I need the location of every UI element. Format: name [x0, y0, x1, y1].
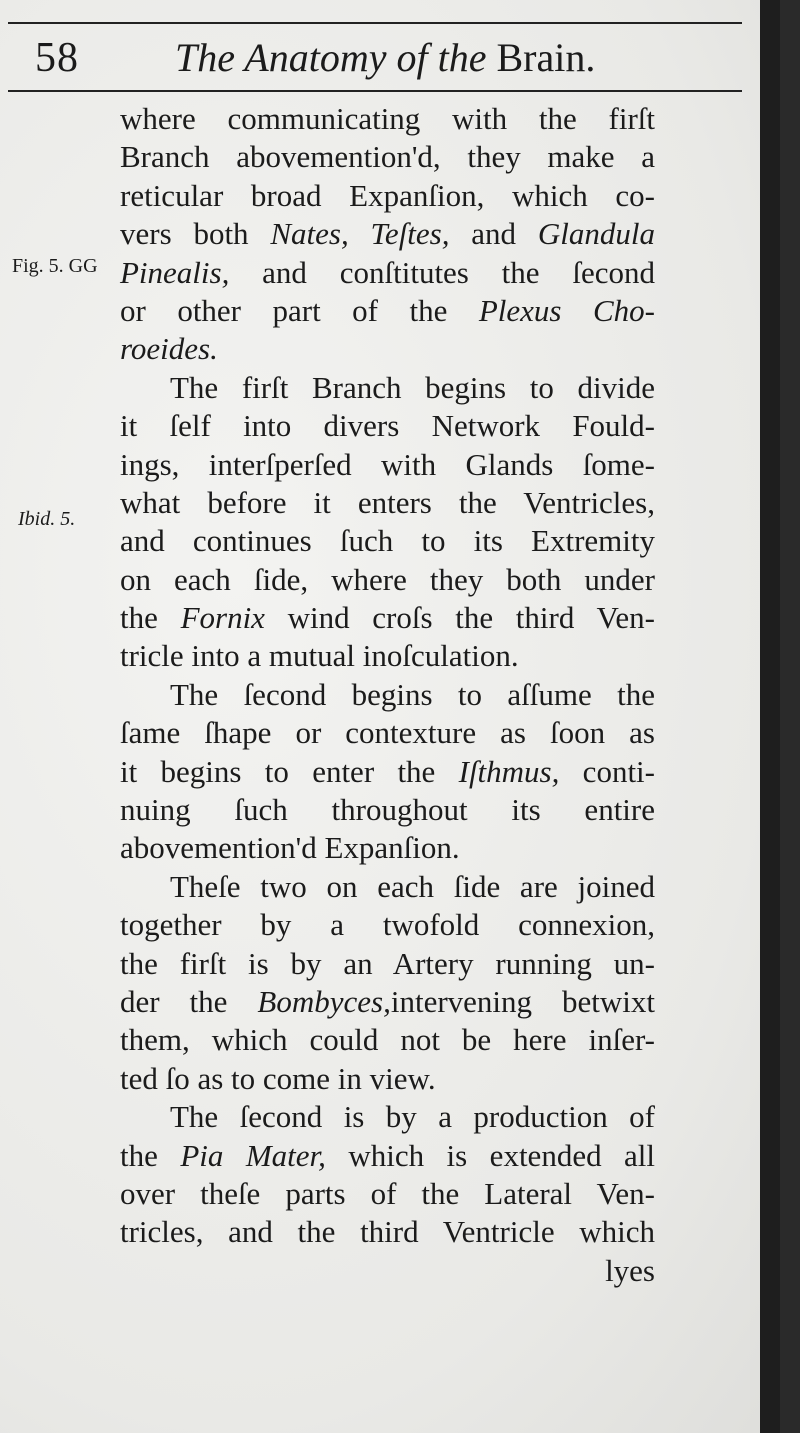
text-line: The ſecond is by a production of [170, 1099, 655, 1135]
text-line: the Fornix wind croſs the third Ven- [120, 600, 656, 636]
text-line: nuing ſuch throughout its entire [120, 792, 655, 828]
text-line: ſame ſhape or contexture as ſoon as [120, 715, 655, 751]
text-line: or other part of the Plexus Cho- [120, 292, 655, 328]
running-head-italic: The Anatomy of the [175, 35, 487, 80]
page-header [0, 30, 760, 86]
text-line: tricle into a mutual inoſculation. [120, 638, 519, 674]
text-line: The firſt Branch begins to divide [170, 369, 655, 405]
text-line: roeides. [120, 331, 218, 367]
margin-note-ibid: Ibid. 5. [18, 508, 76, 530]
text-line: ted ſo as to come in view. [120, 1060, 436, 1096]
text-line: ings, interſperſed with Glands ſome- [120, 446, 655, 482]
catchword: lyes [605, 1252, 655, 1288]
text-line: and continues ſuch to its Extremity [120, 523, 655, 559]
body-text [120, 100, 655, 1290]
text-line: tricles, and the third Ventricle which [120, 1214, 655, 1250]
text-line: abovemention'd Expanſion. [120, 830, 460, 866]
text-line: Pinealis, and conſtitutes the ſecond [120, 254, 655, 290]
text-line: the firſt is by an Artery running un- [120, 945, 655, 981]
running-head [175, 34, 595, 81]
text-line: Branch abovemention'd, they make a [120, 139, 655, 175]
text-line: Theſe two on each ſide are joined [170, 868, 655, 904]
text-line: what before it enters the Ventricles, [120, 484, 655, 520]
text-line: on each ſide, where they both under [120, 561, 655, 597]
text-line: reticular broad Expanſion, which co- [120, 177, 655, 213]
header-rule-bottom [8, 90, 742, 92]
running-head-roman: Brain. [496, 35, 596, 80]
margin-note-fig: Fig. 5. GG [12, 255, 98, 277]
text-line: where communicating with the firſt [120, 101, 655, 136]
text-line: together by a twofold connexion, [120, 907, 655, 943]
text-line: it ſelf into divers Network Fould- [120, 408, 655, 444]
text-line: der the Bombyces,intervening betwixt [120, 983, 655, 1019]
text-line: The ſecond begins to aſſume the [170, 676, 655, 712]
text-line: vers both Nates, Teſtes, and Glandula [120, 216, 655, 252]
page-edge-shadow [760, 0, 780, 1433]
text-line: it begins to enter the Iſthmus, conti- [120, 753, 655, 789]
page-number: 58 [35, 35, 79, 81]
text-line: them, which could not be here inſer- [120, 1022, 655, 1058]
text-line: over theſe parts of the Lateral Ven- [120, 1175, 655, 1211]
text-line: the Pia Mater, which is extended all [120, 1137, 656, 1173]
header-rule-top [8, 22, 742, 24]
